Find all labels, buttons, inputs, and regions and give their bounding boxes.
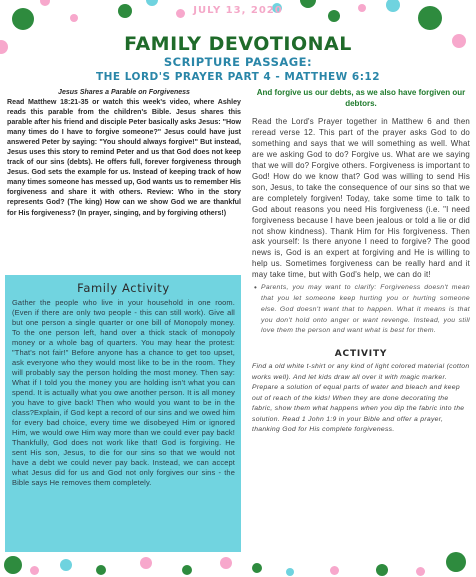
decorative-dot: [60, 559, 72, 571]
decorative-dot: [330, 566, 339, 575]
verse-section: [252, 88, 470, 436]
parable-body: Read Matthew 18:21-35 or watch this week's video, where Ashley reads this parable from the children's Bible. Jesus shares this parable after his friend and disciple Peter basically asks Jesus: "How many times do I have to forgive someone?" Jesus could have just answered Peter by saying: "You should always forgive!" But instead, Jesus uses this story to remind Peter and us that God does not keep track of our sins (debts). He offers full, forever forgiveness through Jesus. God sets the example for us. Instead of keeping track of how many times someone has messed up, God wants us to remember His forgiveness and share it with others. Review: Who in the story represents God? (The king) How can we show God we are thankful for His forgiveness? (In prayer, singing, and by forgiving others!): [7, 98, 241, 217]
parable-section: [7, 88, 241, 266]
decorative-dot: [376, 564, 388, 576]
family-activity-title: Family Activity: [77, 281, 170, 295]
family-activity-box: [5, 275, 241, 552]
decorative-dot: [96, 565, 106, 575]
parable-heading: Jesus Shares a Parable on Forgiveness: [58, 89, 190, 96]
page-title: FAMILY DEVOTIONAL: [124, 33, 352, 55]
decorative-dot: [252, 563, 262, 573]
bullet-icon: •: [254, 283, 257, 293]
family-activity-body: Gather the people who live in your household in one room. (Even if there are only two people - this can still work). Give all but one person a single quarter or one bill of Monopoly money. To the one person left, hand over a thick stack of monopoly money or a whole bag of quarters. You may hear the protest: "That's not fair!" Before anyone has a chance to get too upset, ask everyone who they would most like to be in the room. They will probably say the person holding the most money. Then say: What if I told you the money you are holding isn't what you can spend. It is actually what you owe another person. It is all money you have to give back! Then who would you want to be in the class?Explain, if God kept a record of our sins and we owed him for every bad choice, every time we disobeyed Him or ignored Him, we would owe Him way more than we could ever pay back! Thankfully, God does not work like that! God is forgiving. He sent His son, Jesus, to die for our sins so that we would not have a debt we could never pay back. Instead, we can accept what Jesus did for us and God not only forgives our sins - the Bible says He removes them completely.: [12, 298, 235, 488]
decorative-dot: [446, 552, 466, 572]
decorative-dot: [220, 557, 232, 569]
verse-body: Read the Lord's Prayer together in Matthew 6 and then reread verse 12. This part of the prayer asks God to do something and says that we will something as well. What are we asking God to do? Forgive us. What are we saying that we will do? Forgive others. Forgiveness is important to God! How do we know that? God was willing to send His son, Jesus, to take the consequence of our sins so that we are completely forgiven! Today, take some time to talk to God about reasons you need His forgiveness (i.e. "I need forgiveness because I have been jealous or told a lie or did not show kindness). Thank Him for His forgiveness. Then ask yourself: Is there anyone I need to forgive? The good news is, God is an expert at forgiving and He is willing to help us. Sometimes forgiveness can be really hard and it may take time, but with God's help, we can do it!: [252, 117, 470, 280]
parents-note: [252, 283, 470, 337]
decorative-dot: [4, 556, 22, 574]
passage-reference: THE LORD'S PRAYER PART 4 - MATTHEW 6:12: [95, 71, 381, 83]
parents-note-text: Parents, you may want to clarify: Forgiveness doesn't mean that you let someone keep hurting you or hurting someone else. God doesn't want that to happen. What it means is that you don't hold onto anger or want revenge. Instead, you still love them the person and want what is best for them.: [261, 284, 470, 335]
date-label: JULY 13, 2020: [193, 5, 283, 16]
decorative-dot: [182, 565, 192, 575]
decorative-dot: [286, 568, 294, 576]
activity-body: Find a old white t-shirt or any kind of light colored material (cotton works well). And let kids draw all over it with magic marker. Prepare a solution of equal parts of water and bleach and keep out of reach of the kids! When they are done decorating the fabric, show them what happens when you dip the fabric into the solution. Read 1 John 1:9 in your Bible and offer a prayer, thanking God for His complete forgiveness.: [252, 363, 470, 434]
verse-heading: And forgive us our debts, as we also have forgiven our debtors.: [256, 88, 466, 108]
decorative-dot: [140, 557, 152, 569]
activity-title: ACTIVITY: [334, 349, 388, 360]
decorative-dot: [30, 566, 39, 575]
scripture-passage-label: SCRIPTURE PASSAGE:: [163, 55, 313, 69]
decorative-dot: [416, 567, 425, 576]
